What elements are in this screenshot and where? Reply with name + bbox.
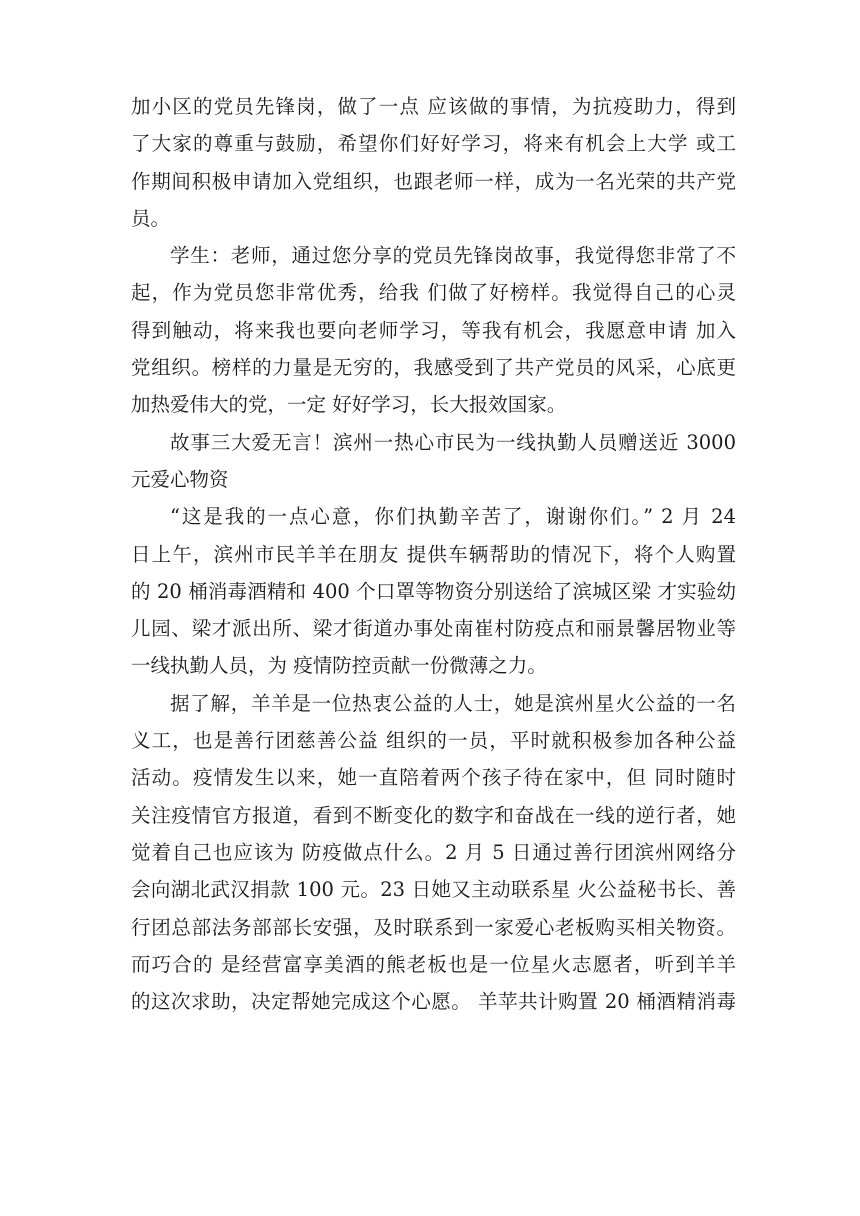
text-line: 作期间积极申请加入党组织，也跟老师一样，成为一名光荣的共产党 — [131, 169, 736, 193]
section-heading-story-three — [131, 424, 736, 499]
text-line: 得到触动，将来我也要向老师学习，等我有机会，我愿意申请 加入 — [131, 318, 736, 342]
text-line: “这是我的一点心意，你们执勤辛苦了，谢谢你们。” 2 月 24 — [170, 505, 736, 529]
paragraph-donation-quote — [131, 498, 736, 684]
text-line: 加热爱伟大的党，一定 好好学习，长大报效国家。 — [131, 393, 567, 417]
text-line: 的这次求助，决定帮她完成这个心愿。 羊苹共计购置 20 桶酒精消毒 — [131, 990, 736, 1014]
text-line: 学生：老师，通过您分享的党员先锋岗故事，我觉得您非常了不 — [170, 244, 736, 268]
text-line: 的 20 桶消毒酒精和 400 个口罩等物资分别送给了滨城区梁 才实验幼 — [131, 579, 736, 603]
text-line: 觉着自己也应该为 防疫做点什么。2 月 5 日通过善行团滨州网络分 — [131, 840, 736, 864]
text-line: 行团总部法务部部长安强，及时联系到一家爱心老板购买相关物资。 — [131, 915, 736, 939]
text-line: 加小区的党员先锋岗，做了一点 应该做的事情，为抗疫助力，得到 — [131, 95, 736, 118]
text-line: 起，作为党员您非常优秀，给我 们做了好榜样。我觉得自己的心灵 — [131, 281, 736, 305]
text-line: 会向湖北武汉捐款 100 元。23 日她又主动联系星 火公益秘书长、善 — [131, 878, 736, 902]
text-line: 故事三大爱无言！滨州一热心市民为一线执勤人员赠送近 3000 — [170, 430, 736, 454]
paragraph-party-pioneer-story — [131, 88, 736, 237]
text-line: 元爱心物资 — [131, 467, 229, 491]
paragraph-volunteer-background — [131, 685, 736, 1021]
text-line: 员。 — [131, 206, 171, 230]
text-line: 据了解，羊羊是一位热衷公益的人士，她是滨州星火公益的一名 — [170, 691, 736, 715]
text-line: 了大家的尊重与鼓励，希望你们好好学习，将来有机会上大学 或工 — [131, 132, 736, 156]
document-body — [131, 88, 736, 1020]
text-line: 而巧合的 是经营富享美酒的熊老板也是一位星火志愿者，听到羊羊 — [131, 952, 736, 976]
text-line: 义工，也是善行团慈善公益 组织的一员，平时就积极参加各种公益 — [131, 729, 736, 753]
text-line: 儿园、梁才派出所、梁才街道办事处南崔村防疫点和丽景馨居物业等 — [131, 617, 736, 641]
text-line: 党组织。榜样的力量是无穷的，我感受到了共产党员的风采，心底更 — [131, 356, 736, 380]
text-line: 关注疫情官方报道，看到不断变化的数字和奋战在一线的逆行者，她 — [131, 803, 736, 827]
paragraph-student-response — [131, 237, 736, 423]
text-line: 活动。疫情发生以来，她一直陪着两个孩子待在家中，但 同时随时 — [131, 766, 736, 790]
text-line: 日上午，滨州市民羊羊在朋友 提供车辆帮助的情况下，将个人购置 — [131, 542, 736, 566]
text-line: 一线执勤人员，为 疫情防控贡献一份微薄之力。 — [131, 654, 547, 678]
